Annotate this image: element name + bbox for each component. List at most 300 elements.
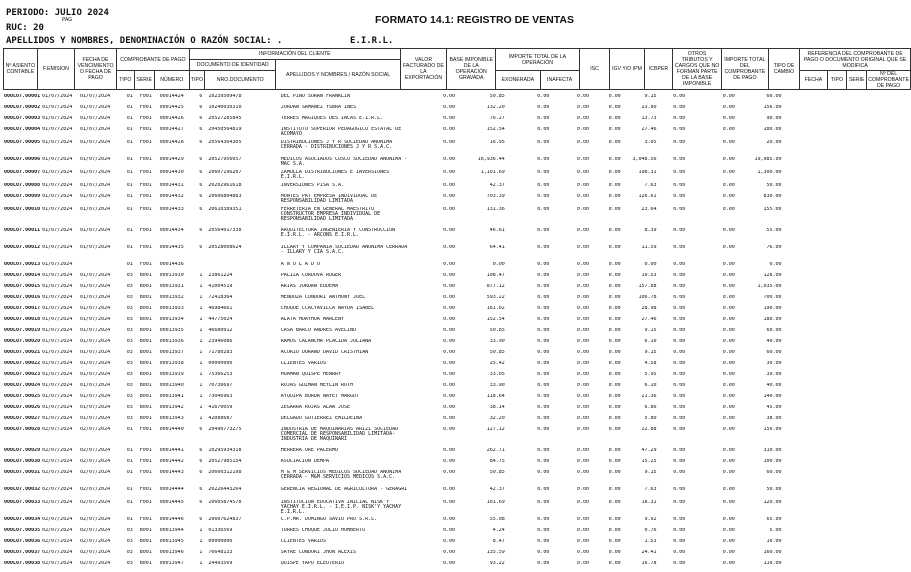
cell-empty [814,416,842,427]
cell-tot: 100.00 [763,459,782,464]
col-importe-operacion: IMPORTE TOTAL DE LA OPERACIÓN [496,49,580,71]
cell-nu: 00014432 [159,194,184,199]
cell-bi: 703.39 [486,194,505,199]
cell-dt: 1 [199,350,203,355]
cell-se: B001 [139,350,152,355]
cell-ot: 0.00 [722,528,735,533]
cell-cu: 000L07.00022 [4,361,41,366]
cell-ot: 0.00 [722,383,735,388]
cell-isc: 0.00 [608,94,621,99]
cell-tp: 03 [126,328,133,333]
cell-empty [842,284,862,295]
cell-dt: 1 [199,528,203,533]
cell-dt: 6 [199,487,203,492]
cell-empty [814,427,842,448]
cell-cl: TERRES MAGIQUES DES INCAS E.I.R.L. [280,116,384,121]
cell-empty [881,448,911,459]
cell-ic: 0.00 [673,383,686,388]
cell-ot: 0.00 [722,394,735,399]
cell-in: 0.00 [576,262,589,267]
cell-se: B001 [139,383,152,388]
cell-ex: 0.00 [443,262,456,267]
cell-empty [881,470,911,487]
cell-empty [861,459,881,470]
cell-se: F001 [139,517,152,522]
cell-se: B001 [139,405,152,410]
cell-igv: 6.10 [644,383,657,388]
cell-fe: 01/07/2024 [42,170,73,175]
cell-tp: 01 [126,94,133,99]
cell-empty [861,306,881,317]
cell-dn: 20527956057 [208,157,242,162]
cell-isc: 0.00 [608,427,621,432]
cell-dn: 23946086 [208,339,233,344]
cell-igv: 27.46 [641,317,657,322]
cell-fe: 01/07/2024 [42,306,73,311]
cell-tot: 128.00 [763,273,782,278]
cell-se: F001 [139,183,152,188]
cell-in: 0.00 [576,500,589,505]
col-ref-numero: Nº DEL COMPROBANTE DE PAGO [868,71,909,89]
cell-in: 0.00 [576,273,589,278]
cell-igv: 157.88 [638,284,657,289]
cell-ot: 0.00 [722,262,735,267]
cell-ot: 0.00 [722,561,735,566]
cell-empty [783,528,815,539]
cell-se: F001 [139,262,152,267]
cell-eo: 0.00 [537,517,550,522]
col-valor-exportacion: VALOR FACTURADO DE LA EXPORTACIÓN [400,49,447,90]
cell-fv: 01/07/2024 [80,183,111,188]
cell-in: 0.00 [576,170,589,175]
cell-tot: 76.00 [766,245,782,250]
cell-isc: 0.00 [608,561,621,566]
cell-ic: 0.00 [673,140,686,145]
cell-igv: 24.41 [641,550,657,555]
cell-empty [814,94,842,105]
col-base-imponible: BASE IMPONIBLE DE LA OPERACIÓN GRAVADA [447,49,496,90]
cell-bi: 0.00 [492,262,505,267]
cell-eo: 0.00 [537,94,550,99]
cell-eo: 0.00 [537,528,550,533]
cell-cu: 000L07.00026 [4,405,41,410]
cell-se: F001 [139,194,152,199]
cell-se: B001 [139,317,152,322]
cell-se: F001 [139,459,152,464]
cell-ot: 0.00 [722,427,735,432]
cell-empty [842,416,862,427]
cell-ic: 0.00 [673,487,686,492]
cell-tot: 65.00 [766,517,782,522]
cell-isc: 0.00 [608,295,621,300]
table-row [3,228,911,245]
cell-bi: 33.05 [489,372,505,377]
cell-ot: 0.00 [722,157,735,162]
cell-ic: 0.00 [673,170,686,175]
col-importe-total: IMPORTE TOTAL DEL COMPROBANTE DE PAGO [721,49,768,90]
eirl-label: E.I.R.L. [350,36,394,46]
cell-empty [842,245,862,262]
cell-cl: FERRETERIA EN GENERAL MAESTRITO CONSTRUCTOR EMPRESA INDIVIDUAL DE RESPONSABILIDAD LIMITADA [280,207,381,222]
cell-tot: 310.00 [763,448,782,453]
cell-cl: DELGADO GUTIERREZ EMILDEINA [280,416,363,421]
cell-cu: 000L07.00020 [4,339,41,344]
cell-ic: 0.00 [673,427,686,432]
cell-in: 0.00 [576,207,589,212]
cell-empty [783,273,815,284]
col-comprobante: COMPROBANTE DE PAGO [116,49,189,71]
cell-cl: ROJAS GUZMAN MEYLIN RUTH [280,383,354,388]
cell-empty [842,94,862,105]
cell-empty [842,500,862,517]
cell-igv: 6.10 [644,339,657,344]
cell-dt: 1 [199,361,203,366]
cell-ex: 0.00 [443,517,456,522]
cell-nu: 00014425 [159,105,184,110]
cell-tot: 19,985.00 [754,157,782,162]
cell-empty [842,528,862,539]
cell-ot: 0.00 [722,116,735,121]
cell-cu: 000L07.00029 [4,448,41,453]
cell-isc: 0.00 [608,383,621,388]
cell-empty [783,328,815,339]
cell-empty [881,295,911,306]
cell-dt: 1 [199,394,203,399]
cell-bi: 42.37 [489,487,505,492]
cell-empty [842,470,862,487]
cell-ot: 0.00 [722,448,735,453]
cell-in: 0.00 [576,127,589,132]
cell-ot: 0.00 [722,372,735,377]
cell-isc: 0.00 [608,394,621,399]
cell-empty [814,295,842,306]
cell-igv: 7.63 [644,183,657,188]
cell-ex: 0.00 [443,372,456,377]
cell-empty [783,350,815,361]
cell-empty [814,487,842,500]
cell-ic: 0.00 [673,361,686,366]
cell-empty [842,405,862,416]
cell-cu: 000L07.00032 [4,487,41,492]
col-ref-fecha: FECHA [800,71,827,90]
cell-ot: 0.00 [722,328,735,333]
cell-se: B001 [139,284,152,289]
cell-ex: 0.00 [443,273,456,278]
cell-se: F001 [139,207,152,212]
cell-empty [881,459,911,470]
cell-tot: 150.00 [763,427,782,432]
cell-bi: 46.61 [489,228,505,233]
cell-empty [842,105,862,116]
cell-fv: 02/07/2024 [80,517,111,522]
cell-cl: CASA BARCO ANDRES AVELINO [280,328,357,333]
cell-in: 0.00 [576,328,589,333]
cell-dt: 6 [199,116,203,121]
table-row [3,487,911,500]
cell-tot: 5.00 [769,528,782,533]
cell-empty [861,295,881,306]
cell-nu: 00013930 [159,273,184,278]
cell-fv: 01/07/2024 [80,284,111,289]
cell-nu: 00014441 [159,448,184,453]
cell-dt: 6 [199,470,203,475]
cell-ic: 0.00 [673,372,686,377]
cell-empty [814,262,842,273]
cell-in: 0.00 [576,459,589,464]
table-row [3,500,911,517]
cell-in: 0.00 [576,94,589,99]
cell-empty [783,317,815,328]
col-referencia: REFERENCIA DEL COMPROBANTE DE PAGO O DOCUMENTO ORIGINAL QUE SE MODIFICA [800,49,911,71]
cell-nu: 00013933 [159,306,184,311]
cell-fv: 01/07/2024 [80,339,111,344]
cell-igv: 13.73 [641,116,657,121]
cell-isc: 0.00 [608,140,621,145]
cell-ex: 0.00 [443,550,456,555]
cell-ic: 0.00 [673,394,686,399]
cell-nu: 00014430 [159,170,184,175]
cell-nu: 00014426 [159,116,184,121]
cell-empty [842,539,862,550]
cell-igv: 27.46 [641,127,657,132]
cell-eo: 0.00 [537,295,550,300]
cell-in: 0.00 [576,517,589,522]
cell-ot: 0.00 [722,470,735,475]
cell-dn: 20605874578 [208,500,242,505]
cell-isc: 0.00 [608,550,621,555]
cell-empty [783,116,815,127]
cell-dn: 10295934318 [208,448,242,453]
cell-isc: 0.00 [608,105,621,110]
cell-empty [814,539,842,550]
cell-in: 0.00 [576,295,589,300]
cell-cu: 000L07.00019 [4,328,41,333]
cell-isc: 0.00 [608,448,621,453]
cell-tp: 03 [126,550,133,555]
cell-bi: 108.47 [486,273,505,278]
cell-fe: 01/07/2024 [42,361,73,366]
cell-empty [881,328,911,339]
cell-empty [881,416,911,427]
cell-fv: 01/07/2024 [80,207,111,212]
cell-cu: 000L07.00010 [4,207,41,212]
cell-tot: 0.00 [769,262,782,267]
cell-dn: 20226443264 [208,487,242,492]
table-row [3,317,911,328]
cell-cl: RAMOS CALANCHA PLACIDA JULIANA [280,339,372,344]
cell-dt: 6 [199,157,203,162]
cell-igv: 11.59 [641,245,657,250]
cell-ot: 0.00 [722,127,735,132]
cell-fv: 01/07/2024 [80,328,111,333]
cell-empty [861,170,881,183]
cell-nu: 00014427 [159,127,184,132]
cell-eo: 0.00 [537,561,550,566]
cell-empty [783,470,815,487]
cell-ex: 0.00 [443,105,456,110]
cell-ex: 0.00 [443,539,456,544]
cell-eo: 0.00 [537,394,550,399]
cell-eo: 0.00 [537,273,550,278]
cell-empty [814,170,842,183]
col-tipo-cambio: TIPO DE CAMBIO [768,49,799,90]
cell-cu: 000L07.00012 [4,245,41,250]
cell-ot: 0.00 [722,539,735,544]
table-row [3,416,911,427]
cell-tot: 700.00 [763,295,782,300]
cell-empty [783,262,815,273]
cell-nu: 00013936 [159,339,184,344]
cell-empty [881,140,911,157]
cell-eo: 0.00 [537,361,550,366]
cell-empty [861,207,881,228]
cell-empty [783,427,815,448]
cell-cl: ZAMOLLA DISTRIBUCIONES E INVERSIONES E.I.R.L. [280,170,390,180]
cell-cu: 000L07.00021 [4,350,41,355]
cell-dn: 20527985154 [208,459,242,464]
cell-dn: 20607196207 [208,170,242,175]
cell-nu: 00013937 [159,350,184,355]
cell-tot: 120.00 [763,500,782,505]
cell-nu: 00014431 [159,183,184,188]
cell-isc: 0.00 [608,328,621,333]
cell-isc: 0.00 [608,416,621,421]
cell-ex: 0.00 [443,140,456,145]
cell-tp: 03 [126,372,133,377]
cell-se: F001 [139,427,152,432]
cell-empty [861,245,881,262]
cell-empty [814,273,842,284]
col-doc-tipo: TIPO [189,71,204,90]
cell-cl: GERENCIA REGIONAL DE AGRICULTURA - GERAGRI [280,487,408,492]
cell-isc: 0.00 [608,245,621,250]
cell-fe: 01/07/2024 [42,416,73,421]
cell-fv: 01/07/2024 [80,372,111,377]
table-row [3,245,911,262]
cell-empty [881,550,911,561]
cell-tot: 30.00 [766,361,782,366]
cell-fv: 01/07/2024 [80,273,111,278]
cell-empty [783,361,815,372]
cell-fv: 01/07/2024 [80,105,111,110]
table-row [3,427,911,448]
cell-eo: 0.00 [537,306,550,311]
cell-bi: 132.20 [486,105,505,110]
cell-eo: 0.00 [537,284,550,289]
cell-ic: 0.00 [673,328,686,333]
cell-cl: ASOCIACION DEMPA [280,459,329,464]
cell-empty [814,328,842,339]
cell-empty [881,245,911,262]
cell-fv: 01/07/2024 [80,94,111,99]
cell-tp: 01 [126,105,133,110]
cell-fe: 01/07/2024 [42,194,73,199]
cell-dt: 6 [199,105,203,110]
cell-ex: 0.00 [443,194,456,199]
cell-ic: 0.00 [673,459,686,464]
cell-se: B001 [139,306,152,311]
ruc-label: RUC: 20 [6,23,44,33]
cell-dn: 20564017338 [208,228,242,233]
cell-igv: 28.98 [641,306,657,311]
cell-ot: 0.00 [722,94,735,99]
table-row [3,157,911,170]
cell-nu: 00014445 [159,500,184,505]
cell-fe: 01/07/2024 [42,262,73,267]
cell-ic: 0.00 [673,317,686,322]
cell-empty [814,284,842,295]
cell-isc: 0.00 [608,207,621,212]
cell-bi: 33.90 [489,339,505,344]
cell-dt: 1 [199,372,203,377]
cell-empty [842,116,862,127]
cell-empty [861,517,881,528]
col-info-cliente: INFORMACIÓN DEL CLIENTE [189,49,400,60]
cell-empty [881,517,911,528]
cell-empty [842,328,862,339]
cell-ic: 0.00 [673,500,686,505]
cell-bi: 50.85 [489,328,505,333]
cell-bi: 55.08 [489,517,505,522]
cell-empty [814,194,842,207]
cell-eo: 0.00 [537,140,550,145]
cell-fe: 02/07/2024 [42,459,73,464]
cell-igv: 198.31 [638,170,657,175]
cell-igv: 3,048.56 [632,157,657,162]
cell-cl: C.P.MR. DOMINGO SAVIO PRO S.R.L. [280,517,378,522]
pag-label: PAG [62,17,73,23]
cell-empty [814,183,842,194]
cell-fe: 02/07/2024 [42,528,73,533]
cell-in: 0.00 [576,539,589,544]
cell-cu: 000L07.00002 [4,105,41,110]
cell-isc: 0.00 [608,273,621,278]
cell-tot: 39.00 [766,372,782,377]
cell-dt: 6 [199,427,203,432]
cell-in: 0.00 [576,550,589,555]
cell-cl: MEDICOS ASOCIADOS CUSCO SOCIEDAD ANONIMA - MAC S.A. [280,157,408,167]
cell-cu: 000L07.00015 [4,284,41,289]
cell-empty [783,127,815,140]
cell-empty [842,372,862,383]
cell-tp: 03 [126,561,133,566]
cell-dn: 01336569 [208,528,233,533]
cell-dn: 75366253 [208,372,233,377]
cell-ex: 0.00 [443,116,456,121]
cell-empty [783,383,815,394]
cell-isc: 0.00 [608,405,621,410]
cell-dt: 1 [199,561,203,566]
cell-tp: 01 [126,207,133,212]
cell-ex: 0.00 [443,317,456,322]
cell-ic: 0.00 [673,262,686,267]
cell-dt: 1 [199,328,203,333]
cell-nu: 00014436 [159,262,184,267]
cell-empty [881,500,911,517]
cell-empty [881,339,911,350]
cell-fv: 01/07/2024 [80,405,111,410]
cell-dt: 6 [199,94,203,99]
cell-empty [783,228,815,245]
cell-cl: PALIZA CORDOVA ROGER [280,273,342,278]
cell-eo: 0.00 [537,127,550,132]
cell-empty [783,105,815,116]
cell-fv: 01/07/2024 [80,295,111,300]
cell-tot: 90.00 [766,116,782,121]
col-ref-tipo: TIPO [827,71,847,90]
cell-dt: 6 [199,207,203,212]
cell-ic: 0.00 [673,228,686,233]
